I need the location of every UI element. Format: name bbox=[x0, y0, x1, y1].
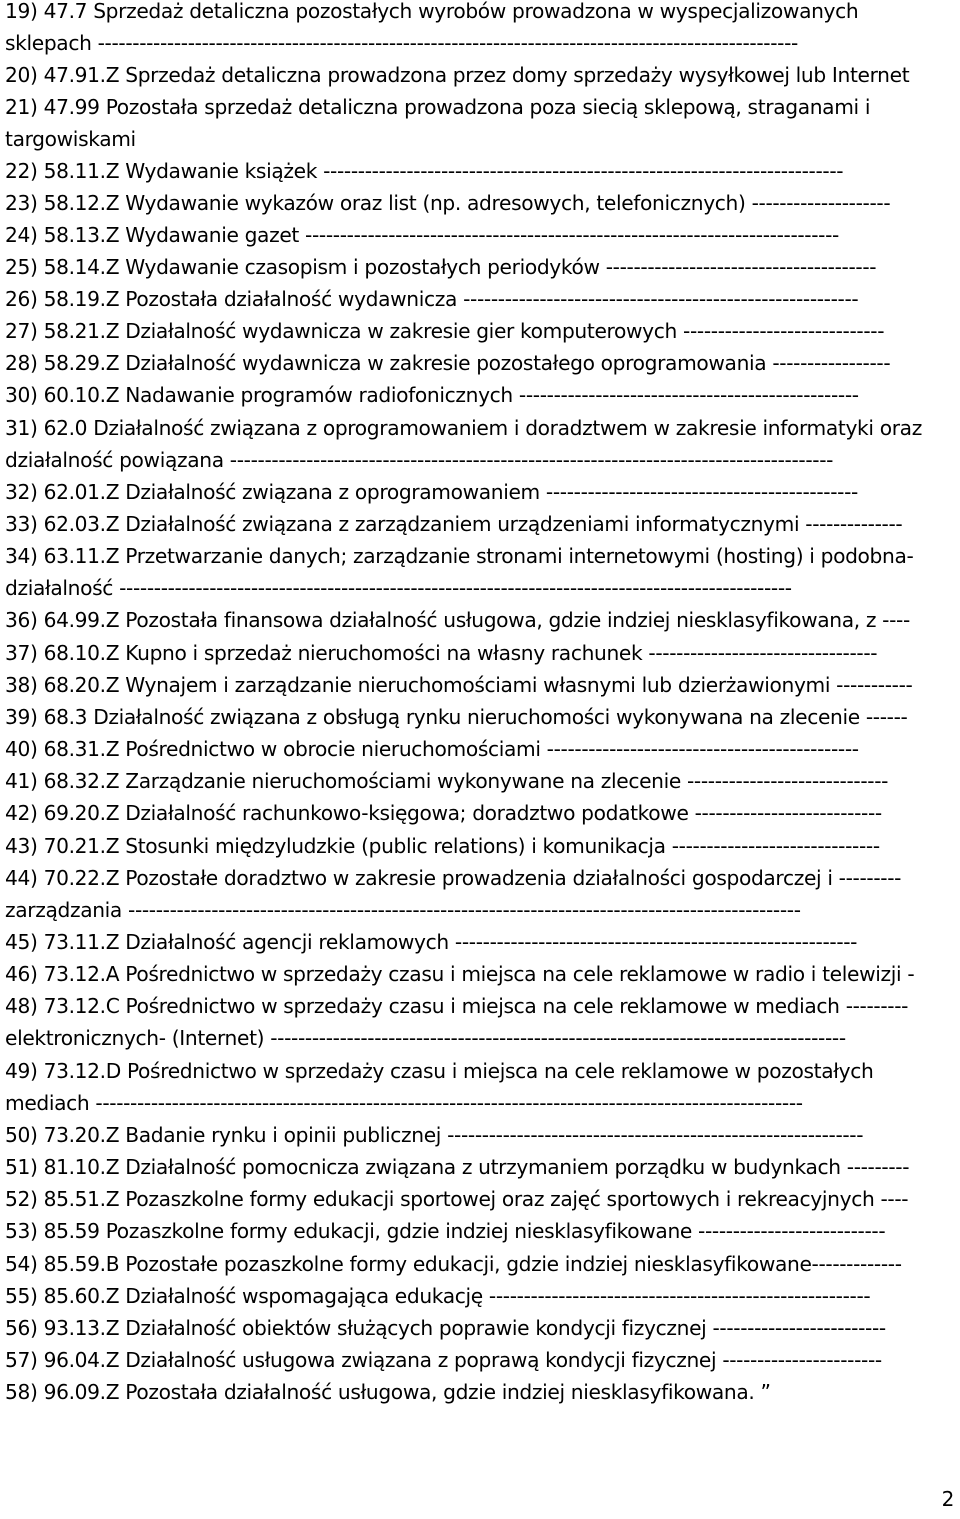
text-line: 31) 62.0 Działalność związana z oprogramowaniem i doradztwem w zakresie informatyki oraz bbox=[5, 416, 922, 440]
text-line: 54) 85.59.B Pozostałe pozaszkolne formy edukacji, gdzie indziej niesklasyfikowane------------- bbox=[5, 1252, 902, 1276]
text-line: 42) 69.20.Z Działalność rachunkowo-księgowa; doradztwo podatkowe --------------------------- bbox=[5, 801, 882, 825]
text-line: 49) 73.12.D Pośrednictwo w sprzedaży czasu i miejsca na cele reklamowe w pozostałych bbox=[5, 1059, 874, 1083]
text-line: zarządzania ------------------------------------------------------------------------------------------------- bbox=[5, 898, 801, 922]
text-line: 51) 81.10.Z Działalność pomocnicza związana z utrzymaniem porządku w budynkach --------- bbox=[5, 1155, 910, 1179]
text-line: 28) 58.29.Z Działalność wydawnicza w zakresie pozostałego oprogramowania ----------------- bbox=[5, 351, 891, 375]
text-line: sklepach ----------------------------------------------------------------------------------------------------- bbox=[5, 31, 798, 55]
text-line: 19) 47.7 Sprzedaż detaliczna pozostałych wyrobów prowadzona w wyspecjalizowanych bbox=[5, 0, 859, 23]
text-line: 43) 70.21.Z Stosunki międzyludzkie (public relations) i komunikacja ------------------------------ bbox=[5, 834, 880, 858]
text-line: 37) 68.10.Z Kupno i sprzedaż nieruchomości na własny rachunek --------------------------------- bbox=[5, 641, 878, 665]
text-line: 39) 68.3 Działalność związana z obsługą rynku nieruchomości wykonywana na zlecenie ------ bbox=[5, 705, 908, 729]
text-line: 46) 73.12.A Pośrednictwo w sprzedaży czasu i miejsca na cele reklamowe w radio i telewizji - bbox=[5, 962, 915, 986]
text-line: mediach ------------------------------------------------------------------------------------------------------ bbox=[5, 1091, 803, 1115]
text-line: 58) 96.09.Z Pozostała działalność usługowa, gdzie indziej niesklasyfikowana. ” bbox=[5, 1380, 771, 1404]
text-line: 34) 63.11.Z Przetwarzanie danych; zarządzanie stronami internetowymi (hosting) i podobna- bbox=[5, 544, 914, 568]
text-line: działalność powiązana --------------------------------------------------------------------------------------- bbox=[5, 448, 834, 472]
text-line: 55) 85.60.Z Działalność wspomagająca edukację ------------------------------------------------------- bbox=[5, 1284, 871, 1308]
text-line: 50) 73.20.Z Badanie rynku i opinii publicznej ------------------------------------------------------------ bbox=[5, 1123, 864, 1147]
text-line: 27) 58.21.Z Działalność wydawnicza w zakresie gier komputerowych ----------------------------- bbox=[5, 319, 885, 343]
text-line: 36) 64.99.Z Pozostała finansowa działalność usługowa, gdzie indziej niesklasyfikowana, z ---- bbox=[5, 608, 910, 632]
text-line: 30) 60.10.Z Nadawanie programów radiofonicznych ------------------------------------------------- bbox=[5, 383, 859, 407]
text-line: 23) 58.12.Z Wydawanie wykazów oraz list (np. adresowych, telefonicznych) -------------------- bbox=[5, 191, 891, 215]
text-line: 38) 68.20.Z Wynajem i zarządzanie nieruchomościami własnymi lub dzierżawionymi ----------- bbox=[5, 673, 913, 697]
text-line: 57) 96.04.Z Działalność usługowa związana z poprawą kondycji fizycznej ----------------------- bbox=[5, 1348, 882, 1372]
text-line: 24) 58.13.Z Wydawanie gazet ----------------------------------------------------------------------------- bbox=[5, 223, 839, 247]
text-line: 32) 62.01.Z Działalność związana z oprogramowaniem --------------------------------------------- bbox=[5, 480, 858, 504]
text-line: 52) 85.51.Z Pozaszkolne formy edukacji sportowej oraz zajęć sportowych i rekreacyjnych ---- bbox=[5, 1187, 909, 1211]
text-line: 48) 73.12.C Pośrednictwo w sprzedaży czasu i miejsca na cele reklamowe w mediach --------- bbox=[5, 994, 909, 1018]
text-line: 21) 47.99 Pozostała sprzedaż detaliczna prowadzona poza siecią sklepową, straganami i bbox=[5, 95, 871, 119]
page-number: 2 bbox=[941, 1487, 954, 1511]
text-line: 40) 68.31.Z Pośrednictwo w obrocie nieruchomościami --------------------------------------------- bbox=[5, 737, 859, 761]
text-line: 26) 58.19.Z Pozostała działalność wydawnicza --------------------------------------------------------- bbox=[5, 287, 859, 311]
text-line: 25) 58.14.Z Wydawanie czasopism i pozostałych periodyków --------------------------------------- bbox=[5, 255, 877, 279]
text-line: 56) 93.13.Z Działalność obiektów służących poprawie kondycji fizycznej ------------------------- bbox=[5, 1316, 886, 1340]
text-line: 41) 68.32.Z Zarządzanie nieruchomościami wykonywane na zlecenie ----------------------------- bbox=[5, 769, 889, 793]
text-line: targowiskami bbox=[5, 127, 136, 151]
text-line: 45) 73.11.Z Działalność agencji reklamowych ---------------------------------------------------------- bbox=[5, 930, 858, 954]
text-line: elektronicznych- (Internet) ----------------------------------------------------------------------------------- bbox=[5, 1026, 846, 1050]
text-line: 44) 70.22.Z Pozostałe doradztwo w zakresie prowadzenia działalności gospodarczej i --------- bbox=[5, 866, 902, 890]
text-line: 22) 58.11.Z Wydawanie książek --------------------------------------------------------------------------- bbox=[5, 159, 844, 183]
text-line: 53) 85.59 Pozaszkolne formy edukacji, gdzie indziej niesklasyfikowane --------------------------- bbox=[5, 1219, 886, 1243]
text-line: 20) 47.91.Z Sprzedaż detaliczna prowadzona przez domy sprzedaży wysyłkowej lub Internet bbox=[5, 63, 910, 87]
text-line: działalność ------------------------------------------------------------------------------------------------- bbox=[5, 576, 792, 600]
text-line: 33) 62.03.Z Działalność związana z zarządzaniem urządzeniami informatycznymi -------------- bbox=[5, 512, 903, 536]
